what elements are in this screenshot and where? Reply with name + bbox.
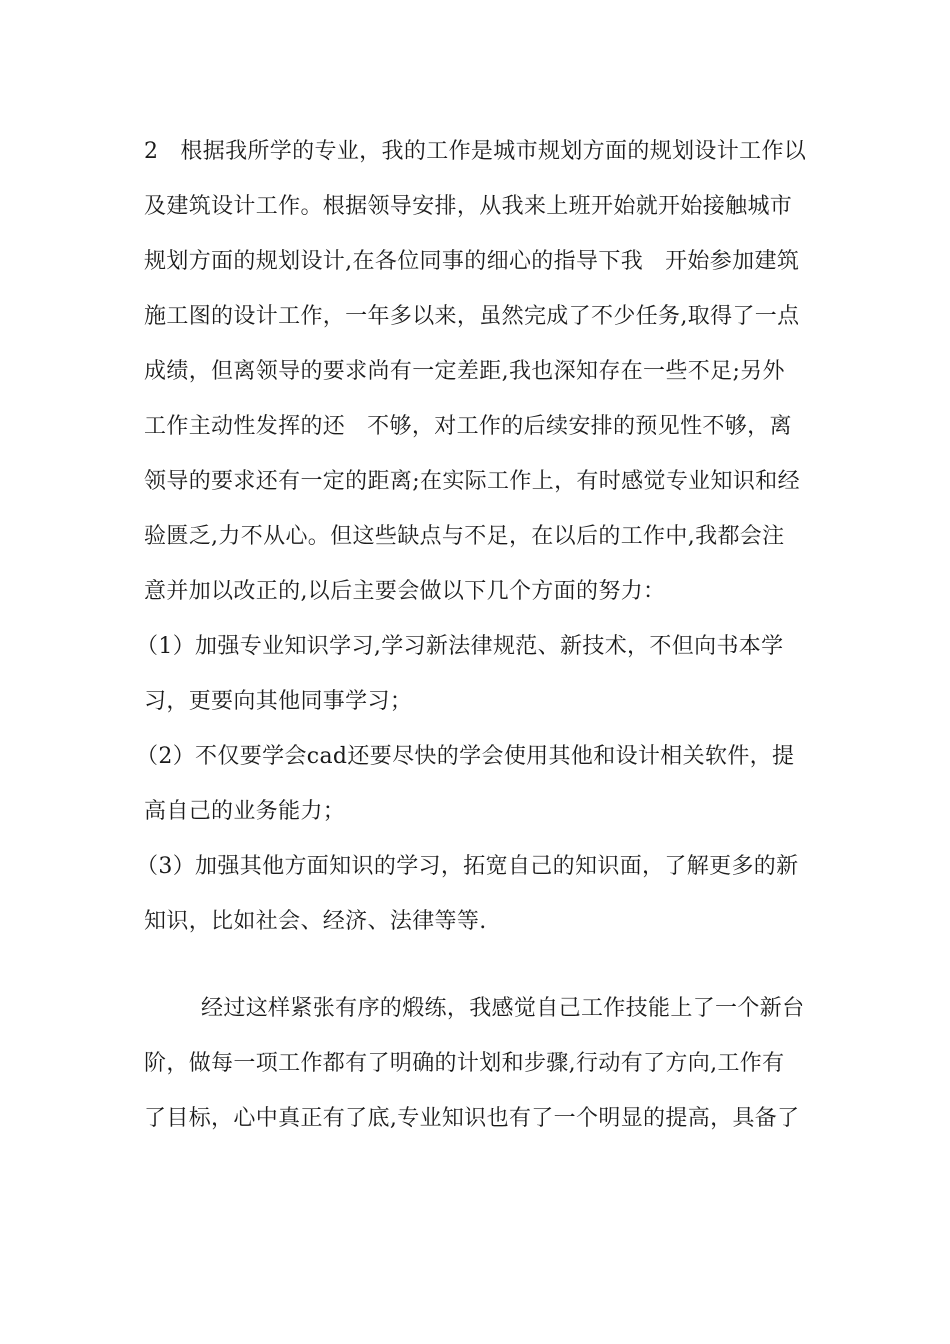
text-line: 2 根据我所学的专业，我的工作是城市规划方面的规划设计工作以 <box>144 139 807 164</box>
text-line: 领导的要求还有一定的距离;在实际工作上，有时感觉专业知识和经 <box>144 469 800 494</box>
text-line: 了目标，心中真正有了底,专业知识也有了一个明显的提高，具备了 <box>144 1106 800 1131</box>
list-item-line: （3）加强其他方面知识的学习，拓宽自己的知识面，了解更多的新 <box>136 854 799 879</box>
text-line: 意并加以改正的,以后主要会做以下几个方面的努力： <box>144 579 666 604</box>
paragraph-first-line: 经过这样紧张有序的煅练，我感觉自己工作技能上了一个新台 <box>201 996 805 1021</box>
list-item-line: 高自己的业务能力； <box>144 799 346 824</box>
text-line: 验匮乏,力不从心。但这些缺点与不足，在以后的工作中,我都会注 <box>144 524 785 549</box>
text-line: 施工图的设计工作，一年多以来，虽然完成了不少任务,取得了一点 <box>144 304 800 329</box>
list-item-line: 习，更要向其他同事学习； <box>144 689 413 714</box>
list-item-line: 知识，比如社会、经济、法律等等. <box>144 909 487 934</box>
text-line: 及建筑设计工作。根据领导安排，从我来上班开始就开始接触城市 <box>144 194 793 219</box>
text-line: 工作主动性发挥的还 不够，对工作的后续安排的预见性不够，离 <box>144 414 792 439</box>
text-line: 阶，做每一项工作都有了明确的计划和步骤,行动有了方向,工作有 <box>144 1051 785 1076</box>
list-item-line: （1）加强专业知识学习,学习新法律规范、新技术，不但向书本学 <box>136 634 784 659</box>
list-item-line: （2）不仅要学会cad还要尽快的学会使用其他和设计相关软件，提 <box>136 744 795 769</box>
text-line: 规划方面的规划设计,在各位同事的细心的指导下我 开始参加建筑 <box>144 249 800 274</box>
text-line: 成绩，但离领导的要求尚有一定差距,我也深知存在一些不足;另外 <box>144 359 785 384</box>
